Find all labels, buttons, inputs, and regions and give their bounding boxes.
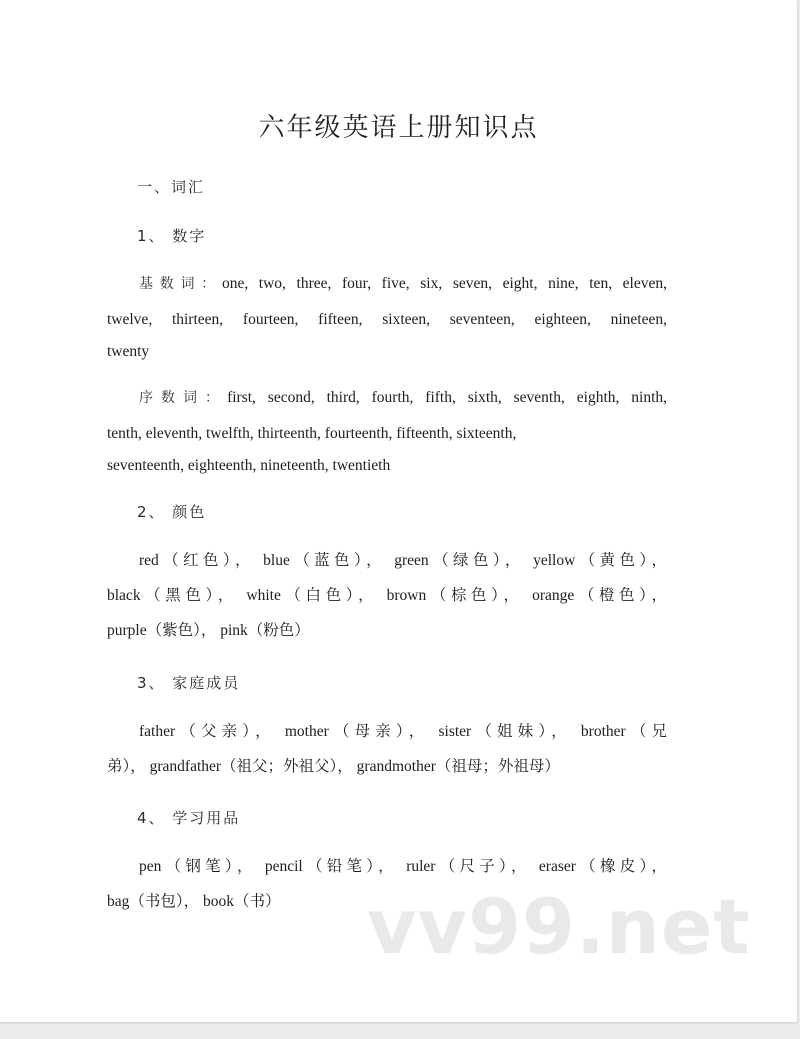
cardinal-label: 基数词： [139, 276, 222, 292]
school-things-line-2: bag（书包）， book（书） [107, 893, 281, 910]
family-paragraph [107, 714, 667, 784]
subheading-school-things: 4、 学习用品 [137, 809, 241, 827]
family-line-2: 弟）， grandfather（祖父；外祖父）， grandmother（祖母；外祖母） [107, 758, 560, 775]
ordinal-line-1 [107, 380, 667, 416]
subheading-numbers: 1、 数字 [137, 227, 207, 245]
cardinal-line-1 [107, 266, 667, 302]
cardinal-words-1: one, two, three, four, five, six, seven, eight, nine, ten, eleven, [221, 275, 667, 292]
cardinal-numbers-paragraph [107, 266, 667, 367]
section-heading-vocabulary: 一、词汇 [137, 178, 206, 196]
family-line-1: father（父亲）， mother（母亲）， sister（姐妹）， brother（兄 [139, 723, 667, 740]
ordinal-words-1: first, second, third, fourth, fifth, sixth, seventh, eighth, ninth, [227, 389, 667, 406]
document-title: 六年级英语上册知识点 [258, 113, 539, 143]
ordinal-line-3: seventeenth, eighteenth, nineteenth, twentieth [107, 457, 391, 474]
ordinal-line-2: tenth, eleventh, twelfth, thirteenth, fourteenth, fifteenth, sixteenth, [107, 425, 517, 442]
colors-paragraph [107, 543, 667, 648]
ordinal-numbers-paragraph [107, 380, 667, 481]
colors-line-2: black（黑色）， white（白色）， brown（棕色）， orange（橙色）， [107, 587, 667, 604]
school-things-line-1: pen（钢笔）， pencil（铅笔）， ruler（尺子）， eraser（橡皮）， [139, 858, 667, 875]
cardinal-line-2: twelve, thirteen, fourteen, fifteen, sixteen, seventeen, eighteen, nineteen, [107, 311, 667, 328]
site-watermark: vv99.net [367, 882, 751, 971]
colors-line-3: purple（紫色）， pink（粉色） [107, 622, 310, 639]
subheading-colors: 2、 颜色 [137, 503, 207, 521]
subheading-family: 3、 家庭成员 [137, 674, 241, 692]
colors-line-1: red（红色）， blue（蓝色）， green（绿色）， yellow（黄色）， [139, 552, 667, 569]
cardinal-line-3: twenty [107, 343, 150, 360]
viewer-bottom-strip [0, 1024, 800, 1039]
ordinal-label: 序数词： [139, 390, 228, 406]
